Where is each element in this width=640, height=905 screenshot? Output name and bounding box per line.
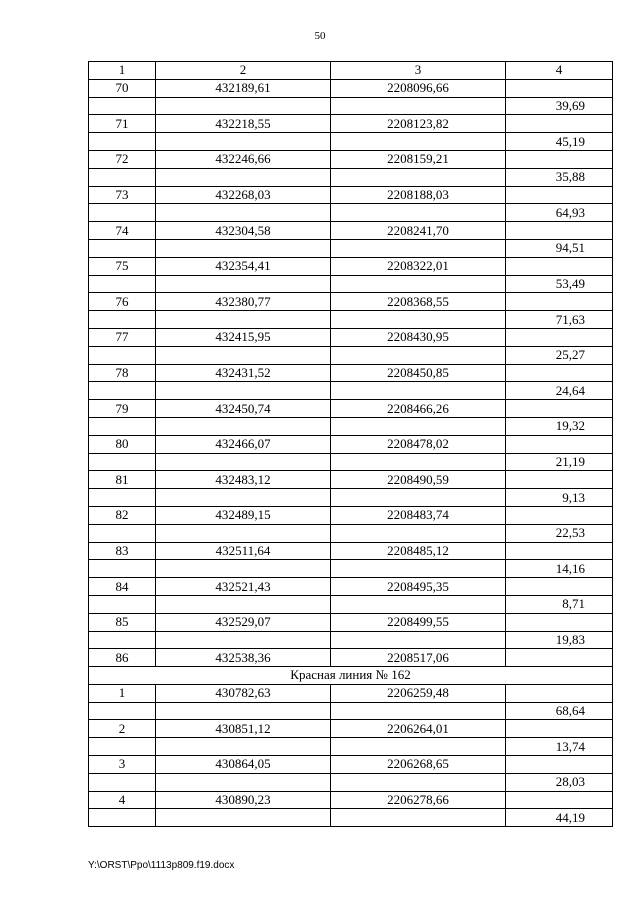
point-number: 84	[89, 578, 156, 596]
table-row-length	[89, 489, 613, 507]
point-number: 83	[89, 542, 156, 560]
coord-x: 432483,12	[156, 471, 331, 489]
segment-length: 45,19	[506, 133, 613, 151]
table-row	[89, 115, 613, 133]
segment-length-empty	[506, 471, 613, 489]
footer-file-path: Y:\ORST\Ppo\1113p809.f19.docx	[88, 860, 235, 871]
coord-y: 2208499,55	[331, 613, 506, 631]
segment-length: 14,16	[506, 560, 613, 578]
table-row	[89, 720, 613, 738]
empty-cell	[89, 204, 156, 222]
page-number: 50	[314, 30, 326, 42]
empty-cell	[156, 702, 331, 720]
table-row	[89, 791, 613, 809]
table-row-length	[89, 204, 613, 222]
coord-y: 2208490,59	[331, 471, 506, 489]
empty-cell	[89, 417, 156, 435]
table-row-length	[89, 382, 613, 400]
table-row	[89, 257, 613, 275]
coord-y: 2208478,02	[331, 435, 506, 453]
coord-x: 430864,05	[156, 756, 331, 774]
coord-x: 432511,64	[156, 542, 331, 560]
coord-y: 2208517,06	[331, 649, 506, 667]
coord-x: 432189,61	[156, 79, 331, 97]
segment-length: 19,32	[506, 417, 613, 435]
table-row	[89, 400, 613, 418]
empty-cell	[331, 524, 506, 542]
empty-cell	[331, 417, 506, 435]
empty-cell	[331, 560, 506, 578]
segment-length: 35,88	[506, 168, 613, 186]
segment-length-empty	[506, 756, 613, 774]
empty-cell	[89, 453, 156, 471]
empty-cell	[156, 560, 331, 578]
coord-x: 432415,95	[156, 328, 331, 346]
table-row	[89, 649, 613, 667]
table-row-length	[89, 239, 613, 257]
point-number: 80	[89, 435, 156, 453]
empty-cell	[89, 738, 156, 756]
header-col-1: 1	[89, 62, 156, 80]
coord-y: 2208241,70	[331, 222, 506, 240]
table-row	[89, 364, 613, 382]
segment-length: 28,03	[506, 773, 613, 791]
point-number: 2	[89, 720, 156, 738]
empty-cell	[89, 97, 156, 115]
empty-cell	[156, 417, 331, 435]
coord-x: 432304,58	[156, 222, 331, 240]
table-row	[89, 328, 613, 346]
table-row-length	[89, 97, 613, 115]
empty-cell	[331, 239, 506, 257]
segment-length: 64,93	[506, 204, 613, 222]
coord-x: 432466,07	[156, 435, 331, 453]
empty-cell	[89, 346, 156, 364]
coord-x: 432218,55	[156, 115, 331, 133]
empty-cell	[331, 773, 506, 791]
empty-cell	[156, 239, 331, 257]
empty-cell	[331, 275, 506, 293]
segment-length-empty	[506, 791, 613, 809]
segment-length-empty	[506, 364, 613, 382]
coord-x: 430851,12	[156, 720, 331, 738]
empty-cell	[156, 489, 331, 507]
coord-y: 2208188,03	[331, 186, 506, 204]
coordinates-table	[88, 61, 613, 827]
coord-y: 2206278,66	[331, 791, 506, 809]
coord-x: 432431,52	[156, 364, 331, 382]
segment-length: 19,83	[506, 631, 613, 649]
table-row-length	[89, 631, 613, 649]
segment-length: 44,19	[506, 809, 613, 827]
segment-length: 13,74	[506, 738, 613, 756]
table-row-length	[89, 311, 613, 329]
table-row-length	[89, 702, 613, 720]
empty-cell	[89, 524, 156, 542]
table-row	[89, 222, 613, 240]
empty-cell	[156, 346, 331, 364]
coord-y: 2206259,48	[331, 684, 506, 702]
coord-x: 432529,07	[156, 613, 331, 631]
empty-cell	[156, 168, 331, 186]
empty-cell	[89, 631, 156, 649]
header-col-3: 3	[331, 62, 506, 80]
segment-length-empty	[506, 115, 613, 133]
table-row	[89, 186, 613, 204]
table-row	[89, 684, 613, 702]
empty-cell	[331, 738, 506, 756]
header-row	[89, 62, 613, 80]
table-row-length	[89, 417, 613, 435]
coord-x: 432246,66	[156, 150, 331, 168]
point-number: 1	[89, 684, 156, 702]
table-row	[89, 293, 613, 311]
segment-length-empty	[506, 720, 613, 738]
segment-length-empty	[506, 684, 613, 702]
point-number: 78	[89, 364, 156, 382]
empty-cell	[89, 773, 156, 791]
table-row-length	[89, 524, 613, 542]
coord-y: 2208123,82	[331, 115, 506, 133]
empty-cell	[331, 631, 506, 649]
segment-length: 22,53	[506, 524, 613, 542]
empty-cell	[89, 560, 156, 578]
table-row	[89, 506, 613, 524]
empty-cell	[156, 453, 331, 471]
coord-x: 432268,03	[156, 186, 331, 204]
segment-length: 21,19	[506, 453, 613, 471]
table-row-length	[89, 738, 613, 756]
segment-length-empty	[506, 150, 613, 168]
empty-cell	[156, 97, 331, 115]
table-row-length	[89, 595, 613, 613]
segment-length-empty	[506, 613, 613, 631]
empty-cell	[89, 702, 156, 720]
empty-cell	[89, 809, 156, 827]
segment-length-empty	[506, 435, 613, 453]
coord-y: 2208485,12	[331, 542, 506, 560]
empty-cell	[156, 524, 331, 542]
coord-y: 2208430,95	[331, 328, 506, 346]
empty-cell	[156, 809, 331, 827]
empty-cell	[156, 275, 331, 293]
empty-cell	[156, 204, 331, 222]
segment-length-empty	[506, 186, 613, 204]
segment-length-empty	[506, 649, 613, 667]
point-number: 75	[89, 257, 156, 275]
table-row	[89, 756, 613, 774]
section-title-row	[89, 667, 613, 685]
empty-cell	[156, 738, 331, 756]
point-number: 79	[89, 400, 156, 418]
segment-length-empty	[506, 79, 613, 97]
coord-x: 432489,15	[156, 506, 331, 524]
point-number: 76	[89, 293, 156, 311]
point-number: 77	[89, 328, 156, 346]
point-number: 73	[89, 186, 156, 204]
segment-length: 8,71	[506, 595, 613, 613]
segment-length-empty	[506, 542, 613, 560]
point-number: 4	[89, 791, 156, 809]
empty-cell	[89, 311, 156, 329]
coord-x: 432354,41	[156, 257, 331, 275]
point-number: 82	[89, 506, 156, 524]
table-row-length	[89, 453, 613, 471]
point-number: 81	[89, 471, 156, 489]
empty-cell	[156, 382, 331, 400]
coord-y: 2208368,55	[331, 293, 506, 311]
header-col-2: 2	[156, 62, 331, 80]
segment-length-empty	[506, 222, 613, 240]
empty-cell	[331, 168, 506, 186]
empty-cell	[156, 311, 331, 329]
segment-length-empty	[506, 506, 613, 524]
empty-cell	[331, 809, 506, 827]
empty-cell	[89, 595, 156, 613]
point-number: 71	[89, 115, 156, 133]
empty-cell	[89, 489, 156, 507]
table-row	[89, 613, 613, 631]
segment-length-empty	[506, 328, 613, 346]
segment-length-empty	[506, 578, 613, 596]
table-row-length	[89, 809, 613, 827]
empty-cell	[331, 133, 506, 151]
coord-x: 432450,74	[156, 400, 331, 418]
point-number: 74	[89, 222, 156, 240]
table-row	[89, 150, 613, 168]
segment-length: 71,63	[506, 311, 613, 329]
empty-cell	[89, 275, 156, 293]
coord-y: 2208159,21	[331, 150, 506, 168]
point-number: 85	[89, 613, 156, 631]
table-row-length	[89, 133, 613, 151]
empty-cell	[89, 382, 156, 400]
segment-length: 53,49	[506, 275, 613, 293]
segment-length-empty	[506, 400, 613, 418]
table-row	[89, 471, 613, 489]
point-number: 86	[89, 649, 156, 667]
empty-cell	[331, 346, 506, 364]
table-row-length	[89, 773, 613, 791]
table-body	[89, 79, 613, 826]
empty-cell	[156, 133, 331, 151]
section-title: Красная линия № 162	[89, 667, 613, 685]
table-row-length	[89, 275, 613, 293]
coord-y: 2208322,01	[331, 257, 506, 275]
empty-cell	[156, 631, 331, 649]
coord-x: 430782,63	[156, 684, 331, 702]
empty-cell	[156, 595, 331, 613]
empty-cell	[331, 204, 506, 222]
coord-y: 2208495,35	[331, 578, 506, 596]
header-col-4: 4	[506, 62, 613, 80]
segment-length-empty	[506, 257, 613, 275]
empty-cell	[331, 453, 506, 471]
empty-cell	[331, 489, 506, 507]
coord-y: 2208096,66	[331, 79, 506, 97]
empty-cell	[89, 239, 156, 257]
table-row-length	[89, 168, 613, 186]
segment-length: 94,51	[506, 239, 613, 257]
table-row	[89, 79, 613, 97]
empty-cell	[156, 773, 331, 791]
point-number: 3	[89, 756, 156, 774]
table-row	[89, 542, 613, 560]
segment-length-empty	[506, 293, 613, 311]
segment-length: 25,27	[506, 346, 613, 364]
segment-length: 9,13	[506, 489, 613, 507]
coord-y: 2208483,74	[331, 506, 506, 524]
coord-y: 2208466,26	[331, 400, 506, 418]
point-number: 70	[89, 79, 156, 97]
segment-length: 39,69	[506, 97, 613, 115]
table-row-length	[89, 560, 613, 578]
coord-y: 2206264,01	[331, 720, 506, 738]
point-number: 72	[89, 150, 156, 168]
empty-cell	[331, 595, 506, 613]
segment-length: 68,64	[506, 702, 613, 720]
empty-cell	[331, 382, 506, 400]
empty-cell	[331, 97, 506, 115]
table-row-length	[89, 346, 613, 364]
empty-cell	[331, 702, 506, 720]
coord-y: 2208450,85	[331, 364, 506, 382]
empty-cell	[331, 311, 506, 329]
coord-x: 432521,43	[156, 578, 331, 596]
table-row	[89, 578, 613, 596]
empty-cell	[89, 133, 156, 151]
coord-x: 432538,36	[156, 649, 331, 667]
empty-cell	[89, 168, 156, 186]
segment-length: 24,64	[506, 382, 613, 400]
coord-x: 432380,77	[156, 293, 331, 311]
coord-x: 430890,23	[156, 791, 331, 809]
coord-y: 2206268,65	[331, 756, 506, 774]
table-row	[89, 435, 613, 453]
